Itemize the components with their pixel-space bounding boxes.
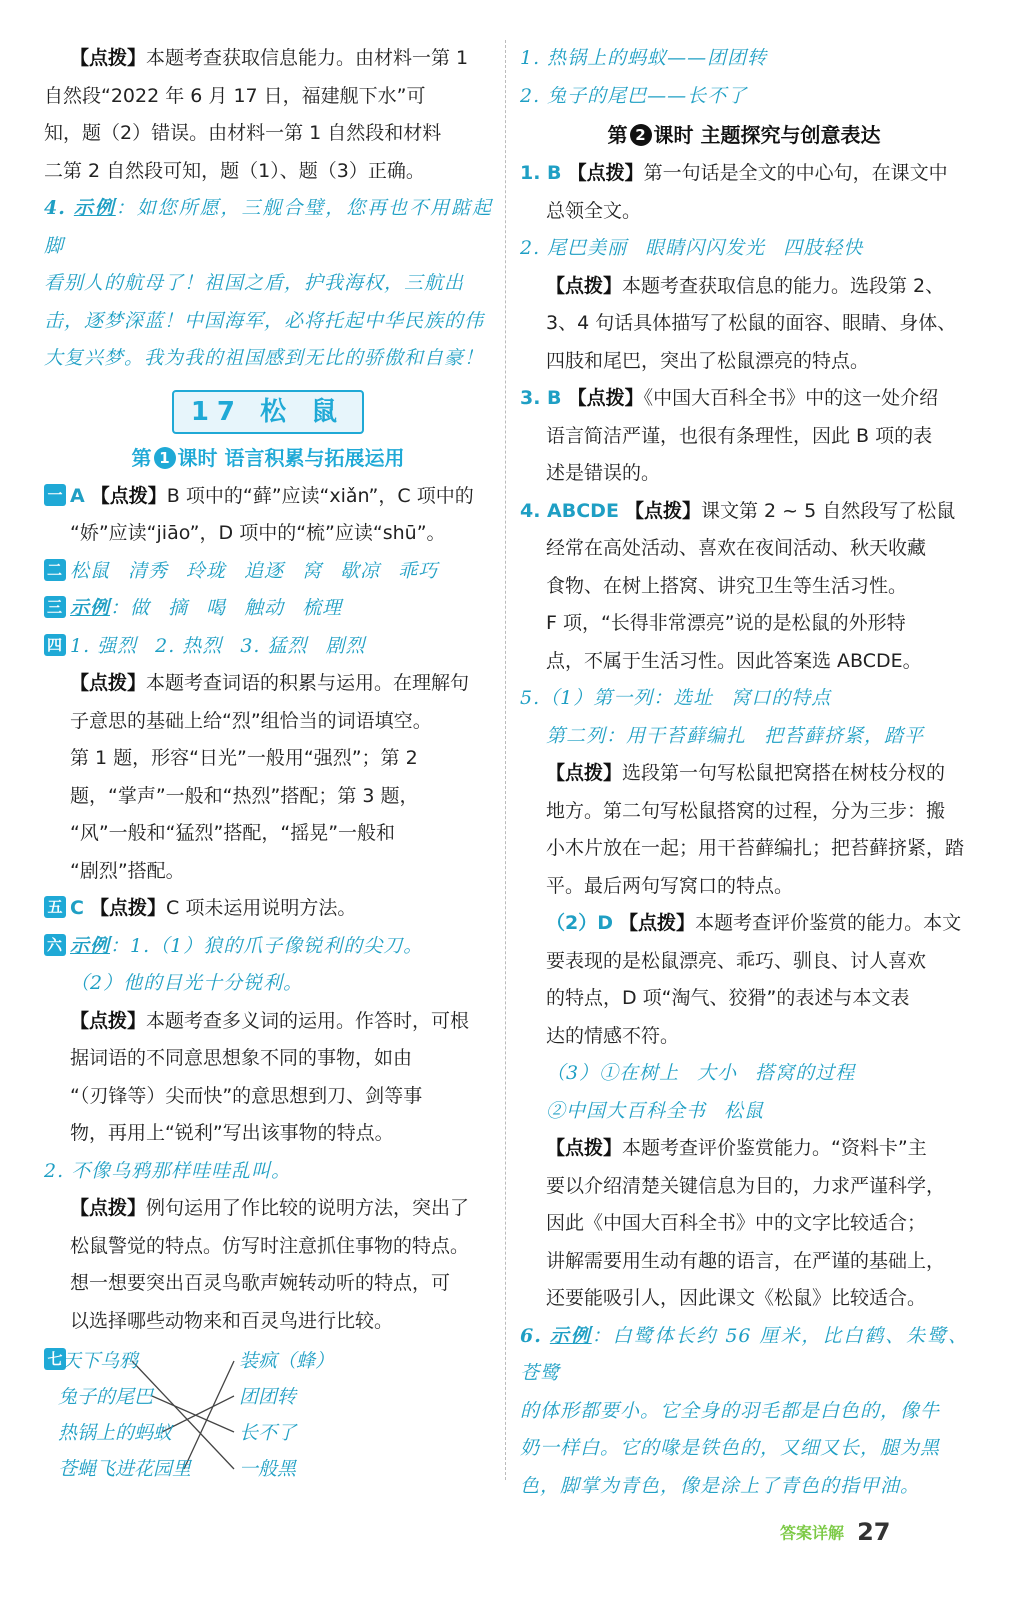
section-badge: 四 — [44, 634, 66, 656]
q5-2-line: 达的情感不符。 — [546, 1024, 680, 1047]
section-4-tip: 第 1 题，形容“日光”一般用“强烈”；第 2 — [70, 747, 418, 769]
section-7-matching — [44, 1344, 492, 1494]
q5-1-tip: 平。最后两句写窝口的特点。 — [546, 874, 794, 897]
q5-3-answer: ②中国大百科全书 松鼠 — [546, 1099, 765, 1122]
q5-3-tip: 还要能吸引人，因此课文《松鼠》比较适合。 — [546, 1287, 927, 1309]
idiom-right: 装疯（蜂） — [239, 1350, 335, 1372]
footer-label: 答案详解 — [780, 1523, 845, 1543]
section-badge: 六 — [44, 934, 66, 956]
q4-line: 食物、在树上搭窝、讲究卫生等生活习性。 — [546, 574, 908, 597]
section-4-tip: 【点拨】本题考查词语的积累与运用。在理解句 — [70, 672, 470, 694]
section-6-tip: 【点拨】本题考查多义词的运用。作答时，可根 — [70, 1009, 470, 1032]
match-line — [132, 1361, 234, 1469]
q5-1-tip: 【点拨】选段第一句写松鼠把窝搭在树枝分杈的 — [546, 762, 946, 784]
q5-1-tip: 小木片放在一起；用干苔藓编扎；把苔藓挤紧，踏 — [546, 837, 965, 859]
q4-line: 经常在高处活动、喜欢在夜间活动、秋天收藏 — [546, 537, 927, 559]
section-2: 二 松鼠 清秀 玲珑 追逐 窝 歇凉 乖巧 — [44, 553, 492, 591]
section-4-tip: “风”一般和“猛烈”搭配，“摇晃”一般和 — [70, 822, 396, 844]
column-divider — [505, 40, 506, 1480]
q6-answer: 奶一样白。它的喙是铁色的，又细又长，腿为黑 — [520, 1437, 941, 1459]
idiom-left: 热锅上的蚂蚁 — [58, 1422, 173, 1444]
section-5: 五 C 【点拨】C 项未运用说明方法。 — [44, 890, 492, 928]
q6-answer: 6. 示例：白鹭体长约 56 厘米，比白鹤、朱鹭、苍鹭 — [520, 1324, 968, 1384]
right-column — [520, 40, 968, 1505]
q3-line: 述是错误的。 — [546, 462, 661, 484]
section-badge: 七 — [44, 1348, 66, 1370]
q2-answer: 2. 尾巴美丽 眼睛闪闪发光 四肢轻快 — [520, 237, 864, 259]
q3-line: 语言简洁严谨，也很有条理性，因此 B 项的表 — [546, 424, 933, 447]
q5-2: （2）D 【点拨】本题考查评价鉴赏的能力。本文 — [546, 912, 962, 934]
q6-answer: 色，脚掌为青色，像是涂上了青色的指甲油。 — [520, 1474, 921, 1497]
q5-3-tip: 因此《中国大百科全书》中的文字比较适合； — [546, 1212, 927, 1234]
section-1: 一 A 【点拨】B 项中的“藓”应读“xiǎn”，C 项中的 — [44, 478, 492, 516]
match-line — [184, 1361, 234, 1469]
q5-3-tip: 【点拨】本题考查评价鉴赏能力。“资料卡”主 — [546, 1137, 927, 1159]
match-answer: 1. 热锅上的蚂蚁——团团转 — [520, 47, 768, 69]
section-6-tip2: 以选择哪些动物来和百灵鸟进行比较。 — [70, 1309, 394, 1332]
class-number-badge: 1 — [154, 447, 176, 469]
section-6-tip: 据词语的不同意思想象不同的事物，如由 — [70, 1047, 413, 1069]
q2-tip: 3、4 句话具体描写了松鼠的面容、眼睛、身体、 — [546, 312, 957, 334]
section-6-tip2: 想一想要突出百灵鸟歌声婉转动听的特点，可 — [70, 1272, 451, 1294]
q5-3-tip: 要以介绍清楚关键信息为目的，力求严谨科学， — [546, 1174, 946, 1197]
section-badge: 一 — [44, 484, 66, 506]
q3-tip-line: 知，题（2）错误。由材料一第 1 自然段和材料 — [44, 122, 442, 144]
match-answer: 2. 兔子的尾巴——长不了 — [520, 84, 748, 107]
q5-1-answer: 第二列：用干苔藓编扎 把苔藓挤紧，踏平 — [546, 724, 925, 747]
section-4: 四 1. 强烈 2. 热烈 3. 猛烈 剧烈 — [44, 628, 492, 666]
idiom-right: 长不了 — [239, 1422, 297, 1444]
q3-tip-line: 二第 2 自然段可知，题（1）、题（3）正确。 — [44, 159, 425, 182]
idiom-right: 一般黑 — [239, 1458, 297, 1480]
q2-tip: 四肢和尾巴，突出了松鼠漂亮的特点。 — [546, 349, 870, 372]
tip-label: 【点拨】 — [70, 47, 147, 69]
lesson-title: 17 松 鼠 — [172, 390, 364, 434]
page-footer — [780, 1518, 891, 1558]
idiom-left: 兔子的尾巴 — [58, 1386, 154, 1408]
example-label: 示例 — [73, 197, 116, 219]
q3-tip-line: 自然段“2022 年 6 月 17 日，福建舰下水”可 — [44, 84, 426, 107]
q4-answer-line: 击，逐梦深蓝！中国海军，必将托起中华民族的伟 — [44, 309, 485, 332]
q1: 1. B 【点拨】第一句话是全文的中心句，在课文中 — [520, 162, 948, 184]
section-1-line: “娇”应读“jiāo”，D 项中的“梳”应读“shū”。 — [70, 522, 446, 544]
q5-3-answer: （3）①在树上 大小 搭窝的过程 — [546, 1062, 856, 1084]
section-6-tip: “（刃锋等）尖而快”的意思想到刀、剑等事 — [70, 1084, 423, 1107]
q4: 4. ABCDE 【点拨】课文第 2 ~ 5 自然段写了松鼠 — [520, 499, 956, 522]
q5-1-tip: 地方。第二句写松鼠搭窝的过程，分为三步：搬 — [546, 799, 946, 822]
q4-answer-line: 大复兴梦。我为我的祖国感到无比的骄傲和自豪！ — [44, 347, 485, 369]
section-6-q2: 2. 不像乌鸦那样哇哇乱叫。 — [44, 1159, 292, 1182]
q3: 3. B 【点拨】《中国大百科全书》中的这一处介绍 — [520, 387, 939, 409]
class-number-badge: 2 — [630, 124, 652, 146]
section-6-tip2: 松鼠警觉的特点。仿写时注意抓住事物的特点。 — [70, 1234, 470, 1257]
q3-tip-line: 【点拨】本题考查获取信息能力。由材料一第 1 — [70, 47, 469, 69]
q4-line: 点，不属于生活习性。因此答案选 ABCDE。 — [546, 649, 922, 672]
idiom-right: 团团转 — [239, 1386, 297, 1408]
q4-line: F 项，“长得非常漂亮”说的是松鼠的外形特 — [546, 612, 906, 634]
section-6: 六 示例：1.（1）狼的爪子像锐利的尖刀。 — [44, 928, 492, 966]
q5-3-tip: 讲解需要用生动有趣的语言，在严谨的基础上， — [546, 1249, 946, 1272]
class-title-1: 第 1 课时 语言积累与拓展运用 — [131, 445, 405, 470]
section-badge: 五 — [44, 896, 66, 918]
q5-1-answer: 5.（1）第一列：选址 窝口的特点 — [520, 687, 832, 709]
q5-2-line: 的特点，D 项“淘气、狡猾”的表述与本文表 — [546, 987, 910, 1009]
class-title-2: 第 2 课时 主题探究与创意表达 — [607, 123, 881, 147]
section-4-tip: 子意思的基础上给“烈”组恰当的词语填空。 — [70, 709, 432, 732]
q6-answer: 的体形都要小。它全身的羽毛都是白色的，像牛 — [520, 1399, 941, 1422]
section-6-line: （2）他的目光十分锐利。 — [70, 972, 304, 994]
section-4-tip: “剧烈”搭配。 — [70, 859, 185, 882]
left-column — [44, 40, 492, 1494]
page-number: 27 — [857, 1518, 891, 1546]
section-badge: 二 — [44, 559, 66, 581]
section-4-tip: 题，“掌声”一般和“热烈”搭配；第 3 题， — [70, 784, 419, 807]
section-badge: 三 — [44, 596, 66, 618]
q1-line: 总领全文。 — [546, 199, 642, 222]
idiom-left: 苍蝇飞进花园里 — [58, 1458, 192, 1480]
q5-2-line: 要表现的是松鼠漂亮、乖巧、驯良、讨人喜欢 — [546, 949, 927, 972]
section-6-tip: 物，再用上“锐利”写出该事物的特点。 — [70, 1122, 394, 1144]
idiom-left: 天下乌鸦 — [62, 1350, 139, 1372]
section-3: 三 示例：做 摘 喝 触动 梳理 — [44, 590, 492, 628]
section-6-tip2: 【点拨】例句运用了作比较的说明方法，突出了 — [70, 1197, 470, 1219]
q4-answer-line: 4. 示例：如您所愿，三舰合璧，您再也不用踮起脚 — [44, 197, 492, 257]
q2-tip: 【点拨】本题考查获取信息的能力。选段第 2、 — [546, 274, 945, 297]
q4-answer-line: 看别人的航母了！祖国之盾，护我海权，三航出 — [44, 272, 465, 294]
